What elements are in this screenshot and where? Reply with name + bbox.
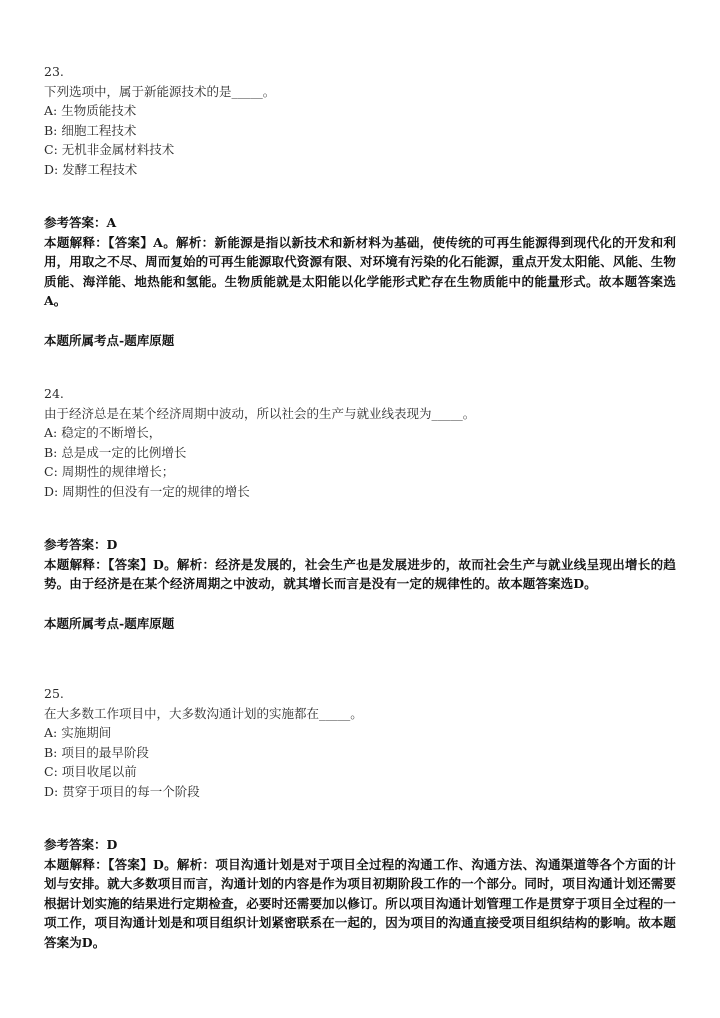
question-number: 23. xyxy=(44,64,64,79)
question-24 xyxy=(44,384,676,633)
question-number: 25. xyxy=(44,686,64,701)
option-d: D: 发酵工程技术 xyxy=(44,161,138,177)
option-b: B: 细胞工程技术 xyxy=(44,122,137,138)
reference-answer: 参考答案：A xyxy=(44,215,117,230)
question-25 xyxy=(44,684,676,952)
answer-block xyxy=(44,213,676,311)
option-b: B: 项目的最早阶段 xyxy=(44,744,149,760)
question-stem: 由于经济总是在某个经济周期中波动，所以社会的生产与就业线表现为_____。 xyxy=(44,405,476,421)
option-d: D: 贯穿于项目的每一个阶段 xyxy=(44,783,200,799)
topic-label: 本题所属考点-题库原题 xyxy=(44,332,175,348)
topic-label: 本题所属考点-题库原题 xyxy=(44,615,175,631)
answer-block xyxy=(44,535,676,594)
answer-explanation: 本题解释：【答案】A。解析：新能源是指以新技术和新材料为基础，使传统的可再生能源得到现代化的开发和利用，用取之不尽、周而复始的可再生能源取代资源有限、对环境有污染的化石能源，重点开发太阳能、风能、生物质能、海洋能、地热能和氢能。生物质能就是太阳能以化学能形式贮存在生物质能中的能量形式。故本题答案选A。 xyxy=(44,234,676,308)
question-23 xyxy=(44,62,676,350)
reference-answer: 参考答案：D xyxy=(44,837,118,852)
option-c: C: 周期性的规律增长； xyxy=(44,464,175,479)
answer-explanation: 本题解释：【答案】D。解析：经济是发展的，社会生产也是发展进步的，故而社会生产与就业线呈现出增长的趋势。由于经济是在某个经济周期之中波动，就其增长而言是没有一定的规律性的。故本题答案选D。 xyxy=(44,556,676,591)
option-a: A: 实施期间 xyxy=(44,725,112,740)
option-a: A: 稳定的不断增长， xyxy=(44,425,162,440)
question-stem: 下列选项中，属于新能源技术的是_____。 xyxy=(44,83,276,99)
option-c: C: 无机非金属材料技术 xyxy=(44,142,175,157)
answer-explanation: 本题解释：【答案】D。解析：项目沟通计划是对于项目全过程的沟通工作、沟通方法、沟通渠道等各个方面的计划与安排。就大多数项目而言，沟通计划的内容是作为项目初期阶段工作的一个部分。同时，项目沟通计划还需要根据计划实施的结果进行定期检查，必要时还需要加以修订。所以项目沟通计划管理工作是贯穿于项目全过程的一项工作，项目沟通计划是和项目组织计划紧密联系在一起的，因为项目的沟通直接受项目组织结构的影响。故本题答案为D。 xyxy=(44,856,676,950)
question-number: 24. xyxy=(44,386,64,401)
reference-answer: 参考答案：D xyxy=(44,537,118,552)
option-c: C: 项目收尾以前 xyxy=(44,764,137,779)
answer-block xyxy=(44,835,676,952)
question-stem: 在大多数工作项目中，大多数沟通计划的实施都在_____。 xyxy=(44,705,363,721)
option-a: A: 生物质能技术 xyxy=(44,103,137,118)
option-b: B: 总是成一定的比例增长 xyxy=(44,444,187,460)
option-d: D: 周期性的但没有一定的规律的增长 xyxy=(44,483,250,499)
